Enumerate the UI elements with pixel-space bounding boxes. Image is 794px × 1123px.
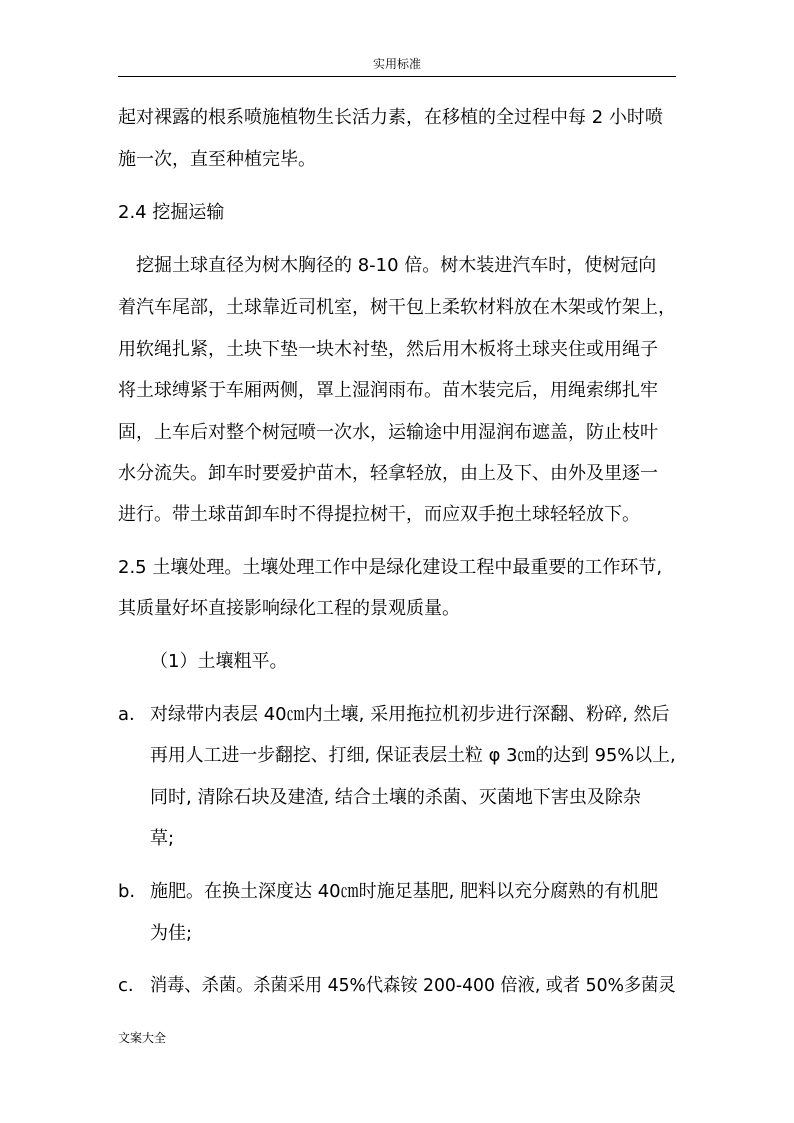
paragraph-line: 其质量好坏直接影响绿化工程的景观质量。 (118, 598, 460, 619)
list-marker-a: a. (118, 704, 135, 725)
paragraph-line: 水分流失。卸车时要爱护苗木，轻拿轻放，由上及下、由外及里逐一 (118, 463, 658, 484)
list-item-line: 再用人工进一步翻挖、打细, 保证表层土粒 φ 3㎝的达到 95%以上, (150, 745, 676, 766)
paragraph-line: 固，上车后对整个树冠喷一次水，运输途中用湿润布遮盖，防止枝叶 (118, 422, 658, 443)
header-rule (118, 76, 676, 77)
paragraph-line: 将土球缚紧于车厢两侧，罩上湿润雨布。苗木装完后，用绳索绑扎牢 (118, 380, 658, 401)
list-marker-b: b. (118, 881, 136, 902)
page-footer-label: 文案大全 (118, 1031, 167, 1045)
page-header-title: 实用标准 (372, 57, 421, 71)
paragraph-line: 挖掘土球直径为树木胸径的 8-10 倍。树木装进汽车时，使树冠向 (136, 255, 657, 276)
paragraph-line: 2.5 土壤处理。土壤处理工作中是绿化建设工程中最重要的工作环节, (118, 557, 663, 578)
paragraph-line: 起对裸露的根系喷施植物生长活力素，在移植的全过程中每 2 小时喷 (118, 107, 663, 128)
list-marker-c: c. (118, 975, 134, 996)
list-item-line: 对绿带内表层 40㎝内土壤, 采用拖拉机初步进行深翻、粉碎, 然后 (150, 704, 670, 725)
paragraph-line: 用软绳扎紧，土块下垫一块木衬垫，然后用木板将土球夹住或用绳子 (118, 339, 658, 360)
list-item-line: 消毒、杀菌。杀菌采用 45%代森铵 200-400 倍液, 或者 50%多菌灵 (150, 975, 676, 996)
paragraph-line: 施一次，直至种植完毕。 (118, 149, 316, 170)
list-item-line: 草; (150, 828, 175, 849)
list-item-line: 施肥。在换土深度达 40㎝时施足基肥, 肥料以充分腐熟的有机肥 (150, 881, 659, 902)
list-item-line: 为佳; (150, 923, 193, 944)
paragraph-line: 进行。带土球苗卸车时不得提拉树干，而应双手抱土球轻轻放下。 (118, 504, 640, 525)
list-item-line: 同时, 清除石块及建渣, 结合土壤的杀菌、灭菌地下害虫及除杂 (150, 787, 641, 808)
paragraph-line: 着汽车尾部，土球靠近司机室，树干包上柔软材料放在木架或竹架上， (118, 297, 676, 318)
section-heading-2-4: 2.4 挖掘运输 (118, 202, 225, 223)
subheading-soil-leveling: （1）土壤粗平。 (150, 651, 288, 672)
